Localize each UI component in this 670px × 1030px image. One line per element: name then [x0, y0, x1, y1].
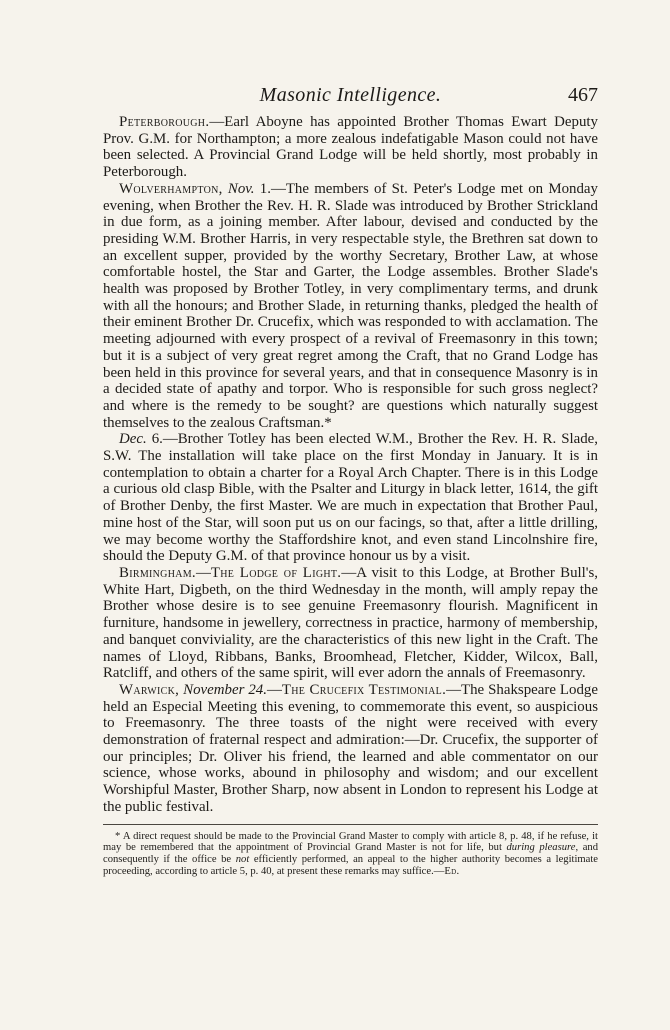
paragraph-dec-6	[103, 431, 598, 565]
place-heading-warwick: Warwick,	[119, 681, 180, 698]
footnote-italic-during-pleasure: during pleasure	[506, 842, 576, 854]
paragraph-birmingham: Birmingham.—The Lodge of Light.—A visit to this Lodge, at Brother Bull's, White Hart, Digbeth, on the third Wednesday in the month, will amply repay the Brother whose desire is to see genuine Freemasonry flourish. Magnificent in furniture, handsome in jewellery, correctness in practice, harmony of membership, and banquet conviviality, are the characteristics of this new light in the Craft. The names of Lloyd, Ribbans, Banks, Broomhead, Fletcher, Kidder, Wilcox, Ball, Ratcliff, and others of the same spirit, will ever adorn the annals of Freemasonry.	[103, 564, 598, 682]
paragraph-text-birmingham: —A visit to this Lodge, at Brother Bull's, White Hart, Digbeth, on the third Wednesday in the month, will amply repay the Brother whose desire is to see genuine Freemasonry flourish. Magnificent in furniture, handsome in jewellery, correctness in practice, harmony of membership, and banquet conviviality, are the characteristics of this new light in the Craft. The names of Lloyd, Ribbans, Banks, Broomhead, Fletcher, Kidder, Wilcox, Ball, Ratcliff, and others of the same spirit, will ever adorn the annals of Freemasonry.	[103, 564, 598, 682]
date-warwick: November 24.	[183, 681, 267, 698]
heading-crucefix-testimonial: The Crucefix Testimonial.	[281, 681, 447, 698]
place-heading-peterborough: Peterborough.	[119, 114, 210, 130]
footnote-text-3: efficiently performed, an appeal to the higher authority becomes a legitimate proceeding, according to article 5, p. 40, at present these remarks may suffice.—	[103, 854, 598, 877]
footnote-signature: Ed.	[444, 865, 460, 877]
paragraph-text-wolverhampton: 1.—The members of St. Peter's Lodge met on Monday evening, when Brother the Rev. H. R. Slade was introduced by Brother Strickland in due form, as a joining member. After labour, devised and conducted by the presiding W.M. Brother Harris, in very respectable style, the Brethren sat down to an excellent supper, provided by the worthy Secretary, Brother Law, at whose comfortable hostel, the Star and Garter, the Lodge assembles. Brother Slade's health was proposed by Brother Totley, in very complimentary terms, and drunk with all the honours; and Brother Slade, in returning thanks, pledged the health of their eminent Brother Dr. Crucefix, which was responded to with acclamation. The meeting adjourned with every prospect of a revival of Freemasonry in this town; but it is a subject of very great regret among the Craft, that no Grand Lodge has been held in this province for several years, and that in consequence Masonry is in a decided state of apathy and torpor. Who is responsible for such gross neglect? and where is the remedy to be sought? are questions which naturally suggest themselves to the zealous Craftsman.*	[103, 180, 598, 431]
paragraph-peterborough	[103, 114, 598, 181]
paragraph-wolverhampton	[103, 181, 598, 432]
running-head	[103, 84, 598, 114]
page-number: 467	[568, 84, 598, 106]
date-wolverhampton: Nov.	[227, 180, 255, 197]
place-heading-wolverhampton: Wolverhampton,	[119, 180, 223, 197]
paragraph-text-dec-6: 6.—Brother Totley has been elected W.M., Brother the Rev. H. R. Slade, S.W. The installation will take place on the first Monday in January. It is in contemplation to obtain a charter for a Royal Arch Chapter. There is in this Lodge a curious old clasp Bible, with the Psalter and Liturgy in black letter, 1614, the gift of Brother Denby, the first Master. We are much in expectation that Brother Paul, mine host of the Star, will soon put us on our facings, so that, after a little drilling, we may become worthy the Staffordshire knot, and even stand Lincolnshire fire, should the Deputy G.M. of that province honour us by a visit.	[103, 431, 598, 565]
footnote-text-2: , and consequently if the office be	[103, 842, 598, 866]
footnote-text-1: * A direct request should be made to the Provincial Grand Master to comply with article 8, p. 48, if he refuse, it may be remembered that the appointment of Provincial Grand Master is not for life, but	[103, 830, 598, 854]
article-body	[103, 114, 598, 816]
place-heading-birmingham: Birmingham.	[119, 564, 196, 581]
running-title: Masonic Intelligence.	[259, 84, 442, 106]
paragraph-text-peterborough: —Earl Aboyne has appointed Brother Thomas Ewart Deputy Prov. G.M. for Northampton; a more zealous indefatigable Mason could not have been selected. A Provincial Grand Lodge will be held shortly, most probably in Peterborough.	[103, 114, 598, 181]
paragraph-text-warwick: —The Shakspeare Lodge held an Especial Meeting this evening, to commemorate this event, so auspicious to Freemasonry. The three toasts of the night were received with every demonstration of fraternal respect and admiration:—Dr. Crucefix, the supporter of our principles; Dr. Oliver his friend, the learned and able commentator on our science, whose works, abound in philosophy and wisdom; and our excellent Worshipful Master, Brother Sharp, now absent in London to represent his Lodge at the public festival.	[103, 681, 598, 815]
footnote	[103, 831, 598, 878]
footnote-rule	[103, 824, 598, 825]
date-dec-6: Dec.	[119, 431, 147, 448]
paragraph-warwick: Warwick, November 24.—The Crucefix Testimonial.—The Shakspeare Lodge held an Especial Meeting this evening, to commemorate this event, so auspicious to Freemasonry. The three toasts of the night were received with every demonstration of fraternal respect and admiration:—Dr. Crucefix, the supporter of our principles; Dr. Oliver his friend, the learned and able commentator on our science, whose works, abound in philosophy and wisdom; and our excellent Worshipful Master, Brother Sharp, now absent in London to represent his Lodge at the public festival.	[103, 681, 598, 815]
lodge-name-birmingham: The Lodge of Light.	[210, 564, 342, 581]
footnote-italic-not: not	[235, 854, 250, 866]
